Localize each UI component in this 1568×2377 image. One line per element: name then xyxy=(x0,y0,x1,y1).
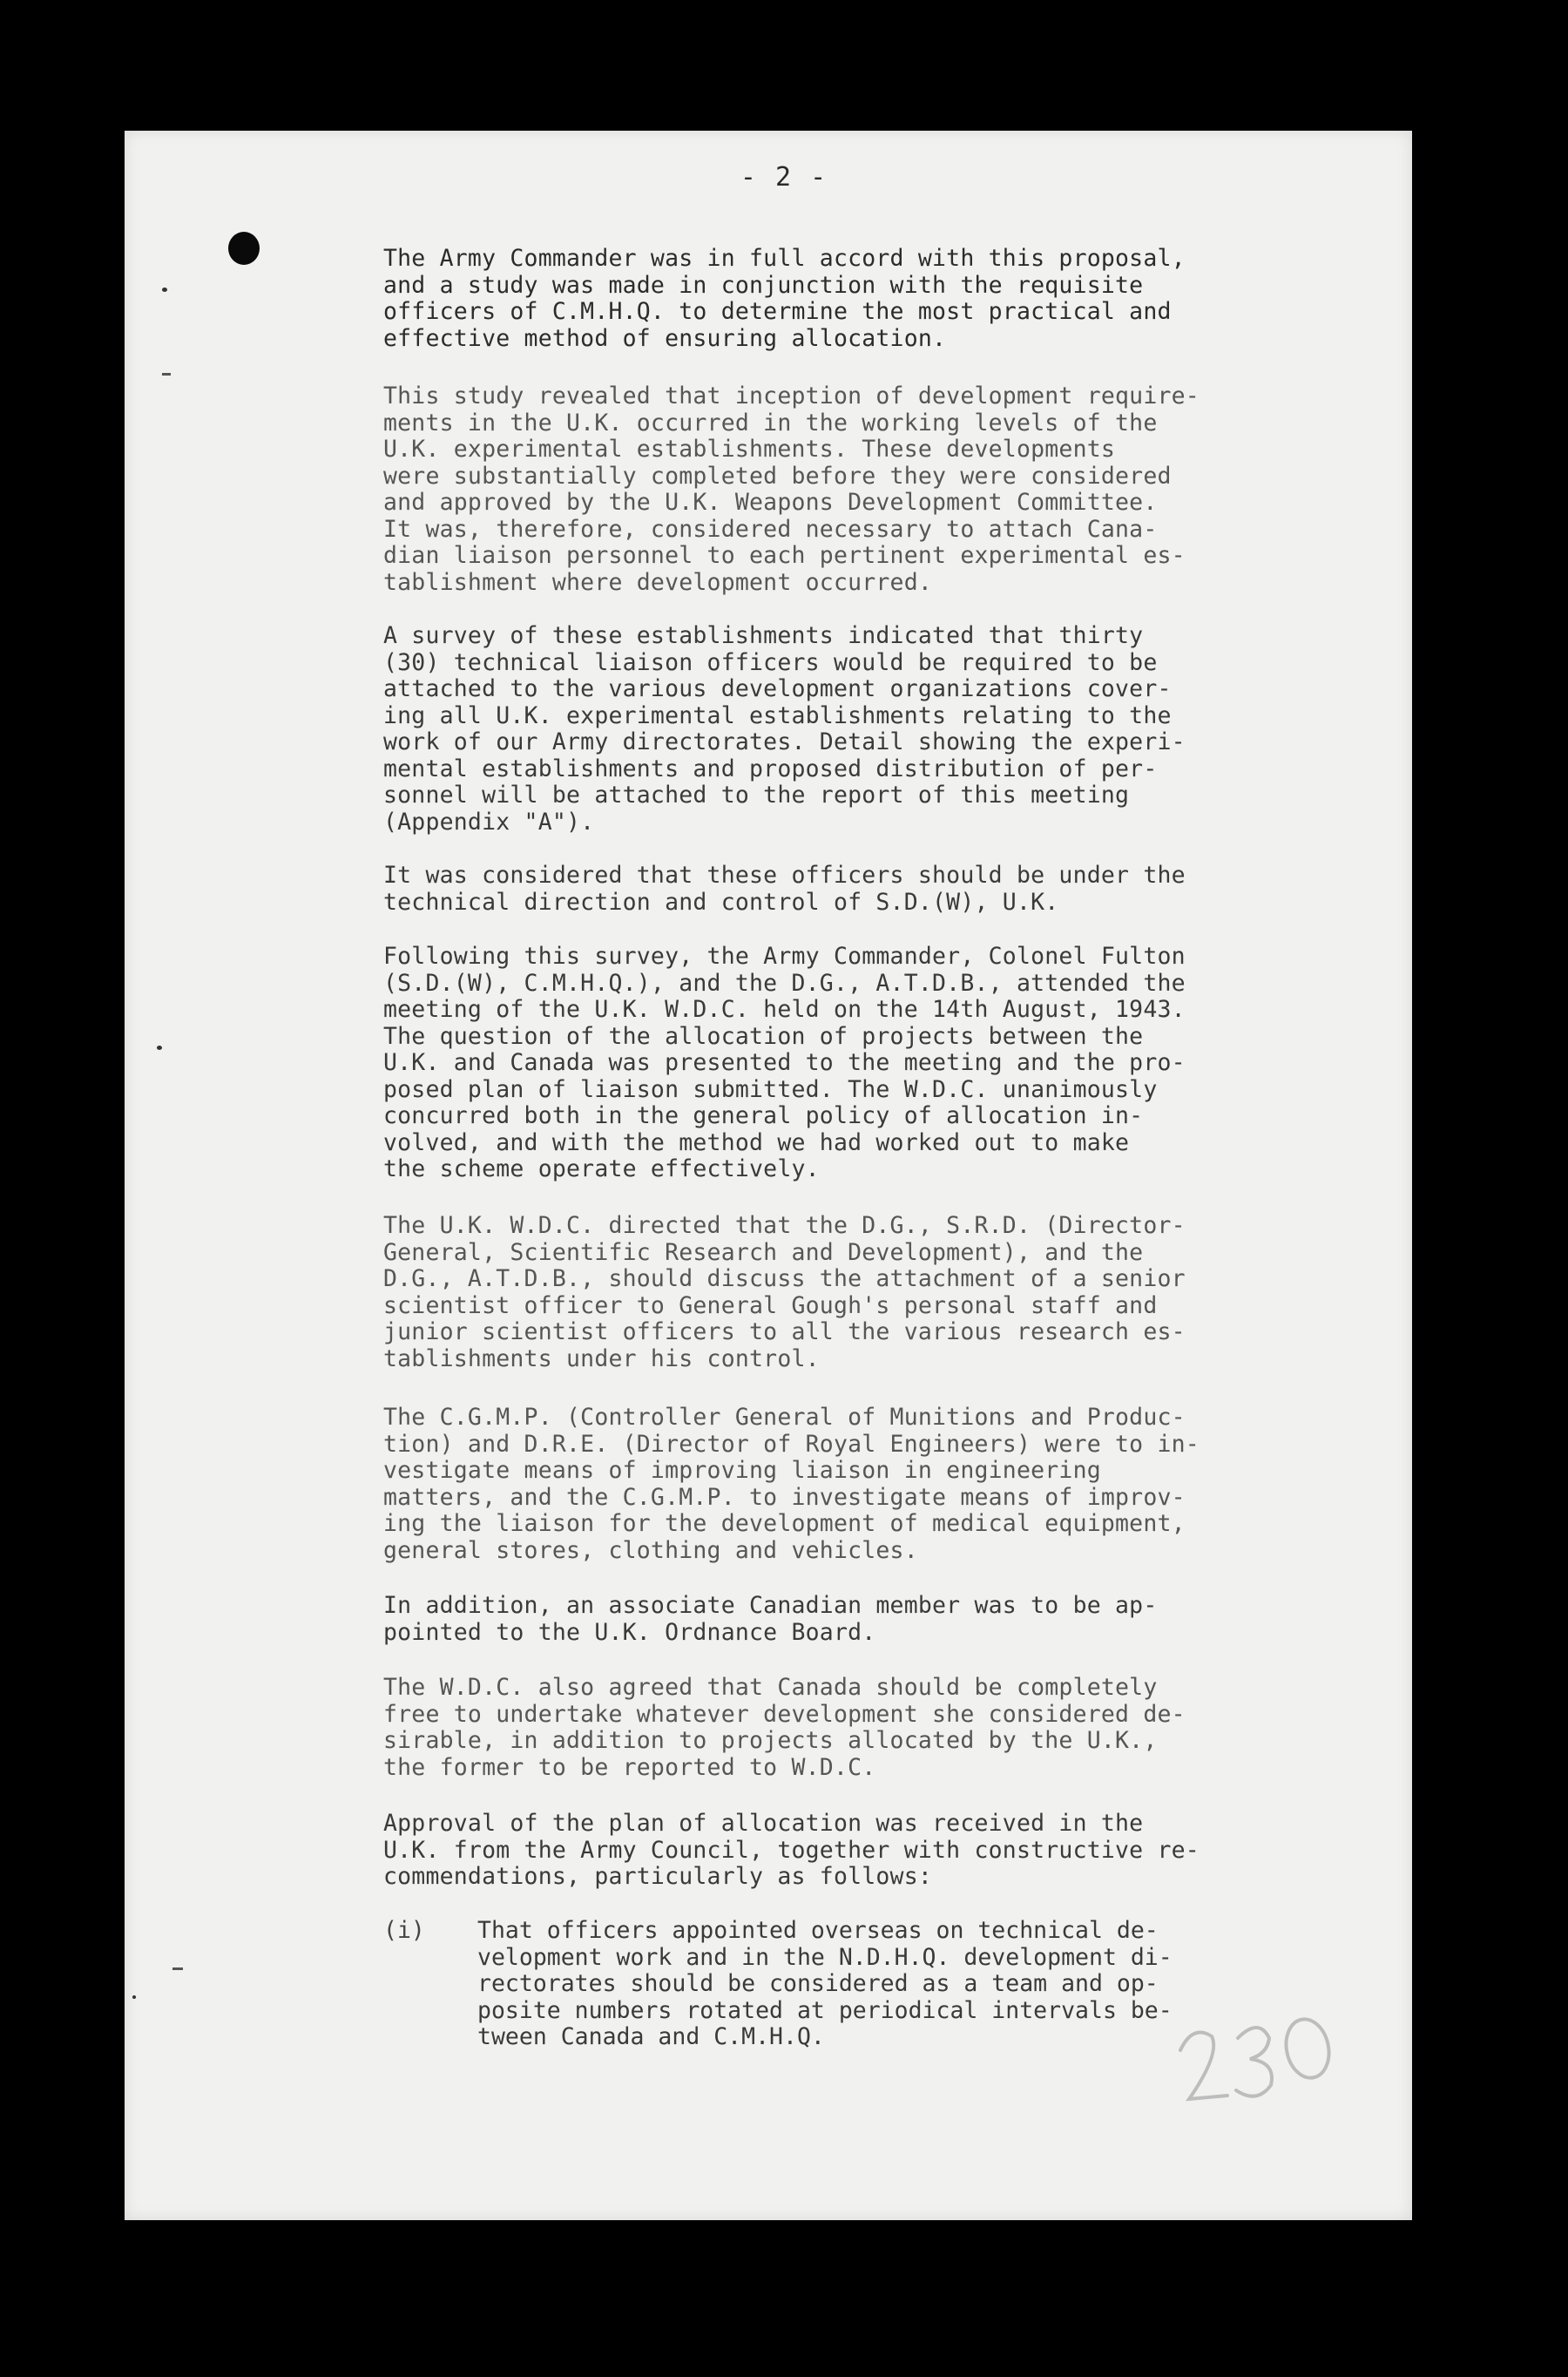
ink-speck xyxy=(132,1995,136,1999)
punch-hole-mark xyxy=(228,232,260,265)
paragraph-officers-direction: It was considered that these officers should be under the technical direction and control of S.D.(W), U.K. xyxy=(383,862,1186,916)
margin-dash xyxy=(172,1967,183,1970)
ink-speck xyxy=(157,1046,162,1050)
paragraph-approval: Approval of the plan of allocation was received in the U.K. from the Army Council, together with constructive re- commendations, particularly as follows: xyxy=(383,1810,1200,1890)
ink-speck xyxy=(162,288,167,292)
margin-dash xyxy=(162,373,171,376)
paragraph-following-survey: Following this survey, the Army Commander, Colonel Fulton (S.D.(W), C.M.H.Q.), and the D.G., A.T.D.B., attended the meeting of the U.K. W.D.C. held on the 14th August, 1943. The question of the allocation of projects between the U.K. and Canada was presented to the meeting and the pro- posed plan of liaison submitted. The W.D.C. unanimously concurred both in the general policy of allocation in- volved, and with the method we had worked out to make the scheme operate effectively. xyxy=(383,943,1186,1182)
page-number: - 2 - xyxy=(740,162,828,193)
paragraph-study-revealed: This study revealed that inception of development require- ments in the U.K. occurred in the working levels of the U.K. experimental establishments. These developments were substantially completed before they were considered and approved by the U.K. Weapons Development Committee. It was, therefore, considered necessary to attach Cana- dian liaison personnel to each pertinent experimental es- tablishment where development occurred. xyxy=(383,383,1200,596)
paragraph-uk-wdc-directed: The U.K. W.D.C. directed that the D.G., S.R.D. (Director- General, Scientific Research and Development), and the D.G., A.T.D.B., should discuss the attachment of a senior scientist officer to General Gough's personal staff and junior scientist officers to all the various research es- tablishments under his control. xyxy=(383,1212,1186,1372)
list-item-text: That officers appointed overseas on technical de- velopment work and in the N.D.H.Q. development di- rectorates should be considered as a team and op- posite numbers rotated at periodical intervals be- tween Canada and C.M.H.Q. xyxy=(477,1917,1173,2050)
paragraph-associate-member: In addition, an associate Canadian member was to be ap- pointed to the U.K. Ordnance Board. xyxy=(383,1592,1158,1646)
list-item-marker: (i) xyxy=(383,1917,425,1944)
handwritten-folio-number xyxy=(1172,2008,1346,2122)
paragraph-cgmp: The C.G.M.P. (Controller General of Munitions and Produc- tion) and D.R.E. (Director of Royal Engineers) were to in- vestigate means of improving liaison in engineering matters, and the C.G.M.P. to investigate means of improv- ing the liaison for the development of medical equipment, general stores, clothing and vehicles. xyxy=(383,1404,1200,1564)
paragraph-survey: A survey of these establishments indicated that thirty (30) technical liaison officers would be required to be attached to the various development organizations cover- ing all U.K. experimental establishments relating to the work of our Army directorates. Detail showing the experi- mental establishments and proposed distribution of per- sonnel will be attached to the report of this meeting (Appendix "A"). xyxy=(383,622,1186,836)
paragraph-army-commander: The Army Commander was in full accord with this proposal, and a study was made in conjunction with the requisite officers of C.M.H.Q. to determine the most practical and effective method of ensuring allocation. xyxy=(383,245,1186,352)
paragraph-wdc-agreed: The W.D.C. also agreed that Canada should be completely free to undertake whatever development she considered de- sirable, in addition to projects allocated by the U.K., the former to be reported to W.D.C. xyxy=(383,1674,1186,1781)
